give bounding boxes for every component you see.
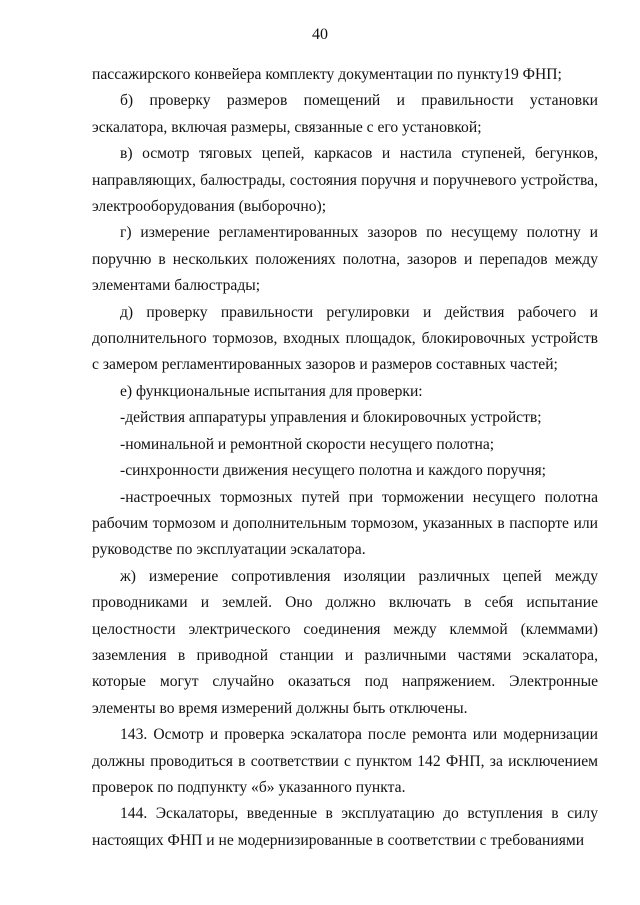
page-number: 40 <box>312 26 328 43</box>
paragraph-subitem-3: -синхронности движения несущего полотна и каждого поручня; <box>120 462 546 480</box>
document-body <box>92 62 598 854</box>
paragraph-clause-143: 143. Осмотр и проверка эскалатора после ремонта или модернизации должны проводиться в соответствии с пунктом 142 ФНП, за исключением проверок по подпункту «б» указанного пункта. <box>92 726 598 796</box>
paragraph-subitem-2: -номинальной и ремонтной скорости несущего полотна; <box>120 435 495 453</box>
paragraph-clause-144: 144. Эскалаторы, введенные в эксплуатацию до вступления в силу настоящих ФНП и не модернизированные в соответствии с требованиями <box>92 805 598 849</box>
paragraph-subitem-1: -действия аппаратуры управления и блокировочных устройств; <box>120 409 542 427</box>
paragraph-item-e: е) функциональные испытания для проверки: <box>120 382 423 400</box>
paragraph-item-d: д) проверку правильности регулировки и действия рабочего и дополнительного тормозов, входных площадок, блокировочных устройств с замером регламентированных зазоров и размеров составных частей; <box>92 303 598 374</box>
paragraph-item-b: б) проверку размеров помещений и правильности установки эскалатора, включая размеры, связанные с его установкой; <box>92 92 598 136</box>
paragraph-item-g: г) измерение регламентированных зазоров по несущему полотну и поручню в нескольких положениях полотна, зазоров и перепадов между элементами балюстрады; <box>92 224 598 295</box>
paragraph-item-v: в) осмотр тяговых цепей, каркасов и настила ступеней, бегунков, направляющих, балюстрады, состояния поручня и поручневого устройства, электрооборудования (выборочно); <box>92 145 598 216</box>
paragraph-item-zh: ж) измерение сопротивления изоляции различных цепей между проводниками и землей. Оно должно включать в себя испытание целостности электрического соединения между клеммой (клеммами) заземления в приводной станции и различными частями эскалатора, которые могут случайно оказаться под напряжением. Электронные элементы во время измерений должны быть отключены. <box>92 567 598 717</box>
paragraph-continuation: пассажирского конвейера комплекту документации по пункту19 ФНП; <box>92 66 562 83</box>
paragraph-subitem-4: -настроечных тормозных путей при торможении несущего полотна рабочим тормозом и дополнительным тормозом, указанных в паспорте или руководстве по эксплуатации эскалатора. <box>92 488 598 559</box>
